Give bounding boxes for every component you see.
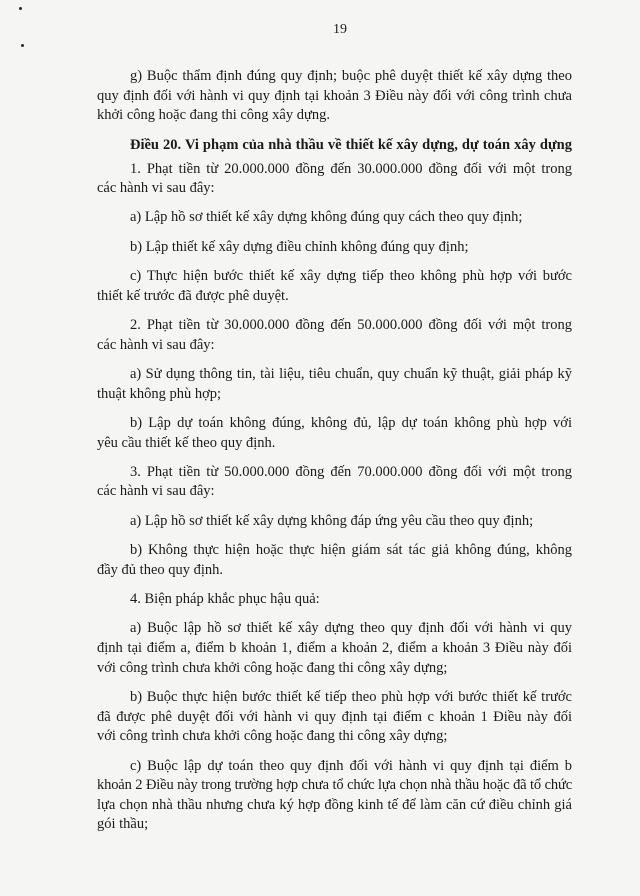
paragraph [97, 619, 572, 678]
text-line: c) Thực hiện bước thiết kế xây dựng tiếp theo không phù hợp với bước [130, 268, 572, 285]
text-line: đầy đủ theo quy định. [97, 561, 224, 578]
paragraph [97, 238, 572, 258]
paragraph [97, 463, 572, 502]
paragraph [97, 512, 572, 532]
text-line: khoản 2 Điều này trong trường hợp chưa tổ chức lựa chọn nhà thầu hoặc đã tổ chức [97, 777, 572, 794]
paragraph [97, 541, 572, 580]
document-body [97, 67, 572, 845]
text-line: các hành vi sau đây: [97, 180, 215, 197]
text-line: với công trình chưa khởi công hoặc đang thi công xây dựng; [97, 728, 448, 745]
text-line: 1. Phạt tiền từ 20.000.000 đồng đến 30.000.000 đồng đối với một trong [130, 160, 572, 177]
text-line: b) Lập dự toán không đúng, không đủ, lập dự toán không phù hợp với [130, 414, 572, 431]
text-line: lựa chọn nhà thầu nhưng chưa ký hợp đồng kinh tế để làm căn cứ điều chỉnh giá [97, 796, 572, 813]
text-line: thiết kế trước đã được phê duyệt. [97, 287, 289, 304]
text-line: các hành vi sau đây: [97, 336, 215, 353]
text-line: gói thầu; [97, 816, 149, 833]
text-line: b) Buộc thực hiện bước thiết kế tiếp theo phù hợp với bước thiết kế trước [130, 688, 572, 705]
page-number: 19 [333, 22, 347, 37]
text-line: Điều 20. Vi phạm của nhà thầu về thiết kế xây dựng, dự toán xây dựng [130, 136, 572, 153]
paragraph [97, 316, 572, 355]
paragraph [97, 67, 572, 126]
paragraph [97, 365, 572, 404]
text-line: b) Không thực hiện hoặc thực hiện giám sát tác giả không đúng, không [130, 542, 572, 559]
text-line: định tại điểm a, điểm b khoản 1, điểm a khoản 2, điểm a khoản 3 Điều này đối [97, 640, 572, 657]
paragraph [97, 590, 572, 610]
text-line: b) Lập thiết kế xây dựng điều chỉnh không đúng quy định; [130, 238, 469, 255]
scan-mark [21, 44, 24, 47]
text-line: 2. Phạt tiền từ 30.000.000 đồng đến 50.000.000 đồng đối với một trong [130, 317, 572, 334]
text-line: với công trình chưa khởi công hoặc đang thi công xây dựng; [97, 659, 448, 676]
scan-mark [19, 7, 22, 10]
paragraph [97, 688, 572, 747]
text-line: đã được phê duyệt đối với hành vi quy định tại điểm c khoản 1 Điều này đối [97, 708, 572, 725]
text-line: a) Lập hồ sơ thiết kế xây dựng không đúng quy cách theo quy định; [130, 209, 523, 226]
text-line: c) Buộc lập dự toán theo quy định đối với hành vi quy định tại điểm b [130, 757, 572, 774]
article-heading [97, 136, 572, 156]
text-line: a) Buộc lập hồ sơ thiết kế xây dựng theo quy định đối với hành vi quy [130, 620, 572, 637]
paragraph [97, 267, 572, 306]
text-line: 3. Phạt tiền từ 50.000.000 đồng đến 70.000.000 đồng đối với một trong [130, 463, 572, 480]
text-line: các hành vi sau đây: [97, 483, 215, 500]
text-line: khởi công hoặc đang thi công xây dựng. [97, 107, 330, 124]
text-line: a) Sử dụng thông tin, tài liệu, tiêu chuẩn, quy chuẩn kỹ thuật, giải pháp kỹ [130, 366, 572, 383]
paragraph [97, 160, 572, 199]
text-line: yêu cầu thiết kế theo quy định. [97, 434, 276, 451]
text-line: quy định đối với hành vi quy định tại khoản 3 Điều này đối với công trình chưa [97, 87, 572, 104]
paragraph [97, 757, 572, 835]
text-line: g) Buộc thẩm định đúng quy định; buộc phê duyệt thiết kế xây dựng theo [130, 68, 572, 84]
text-line: thuật không phù hợp; [97, 385, 222, 402]
text-line: a) Lập hồ sơ thiết kế xây dựng không đáp ứng yêu cầu theo quy định; [130, 512, 534, 529]
paragraph [97, 208, 572, 228]
paragraph [97, 414, 572, 453]
text-line: 4. Biện pháp khắc phục hậu quả: [130, 591, 320, 608]
